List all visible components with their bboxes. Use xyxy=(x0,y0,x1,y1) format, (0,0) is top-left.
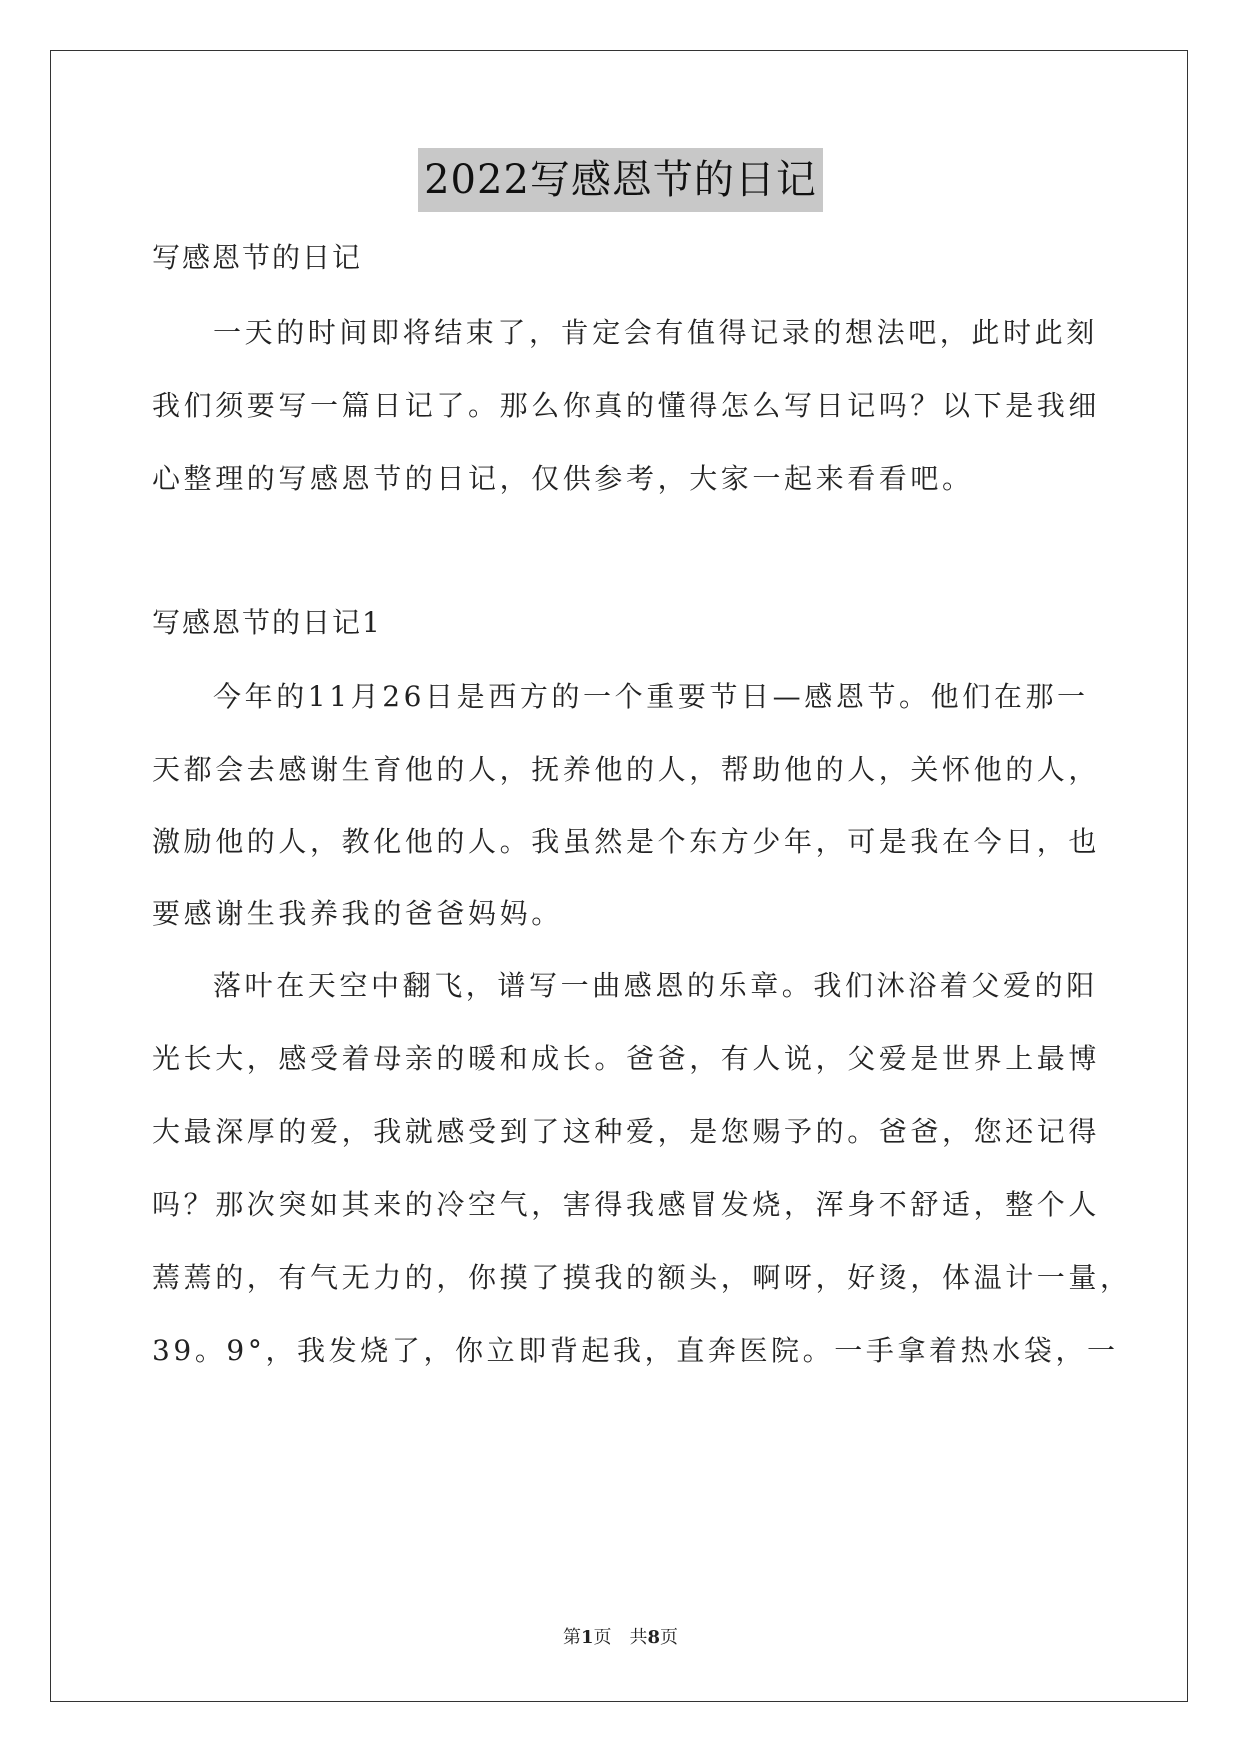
intro-line: 心整理的写感恩节的日记，仅供参考，大家一起来看看吧。 xyxy=(152,462,974,495)
title-area xyxy=(0,148,1241,212)
paragraph-line: 39。9°，我发烧了，你立即背起我，直奔医院。一手拿着热水袋，一 xyxy=(152,1334,1119,1367)
page-unit: 页 xyxy=(593,1627,612,1648)
page-total: 8 xyxy=(647,1627,661,1648)
paragraph-line: 吗？那次突如其来的冷空气，害得我感冒发烧，浑身不舒适，整个人 xyxy=(152,1188,1101,1221)
paragraph-line: 激励他的人，教化他的人。我虽然是个东方少年，可是我在今日，也 xyxy=(152,825,1101,858)
paragraph-line: 今年的11月26日是西方的一个重要节日—感恩节。他们在那一 xyxy=(213,680,1089,713)
page-footer xyxy=(0,1626,1241,1650)
section-heading: 写感恩节的日记1 xyxy=(152,606,382,639)
intro-line: 一天的时间即将结束了，肯定会有值得记录的想法吧，此时此刻 xyxy=(213,316,1098,349)
intro-line: 我们须要写一篇日记了。那么你真的懂得怎么写日记吗？以下是我细 xyxy=(152,389,1101,422)
paragraph-line: 光长大，感受着母亲的暖和成长。爸爸，有人说，父爱是世界上最博 xyxy=(152,1042,1101,1075)
paragraph-line: 要感谢生我养我的爸爸妈妈。 xyxy=(152,897,563,930)
page-current: 1 xyxy=(580,1627,594,1648)
total-unit: 页 xyxy=(660,1627,679,1648)
total-prefix: 共 xyxy=(629,1627,648,1648)
intro-heading: 写感恩节的日记 xyxy=(152,241,363,274)
page-prefix: 第 xyxy=(562,1627,581,1648)
paragraph-line: 天都会去感谢生育他的人，抚养他的人，帮助他的人，关怀他的人， xyxy=(152,753,1101,786)
paragraph-line: 大最深厚的爱，我就感受到了这种爱，是您赐予的。爸爸，您还记得 xyxy=(152,1115,1101,1148)
page-border xyxy=(50,50,1188,1702)
document-title: 2022写感恩节的日记 xyxy=(418,148,823,212)
paragraph-line: 落叶在天空中翻飞，谱写一曲感恩的乐章。我们沐浴着父爱的阳 xyxy=(213,969,1098,1002)
paragraph-line: 蔫蔫的，有气无力的，你摸了摸我的额头，啊呀，好烫，体温计一量， xyxy=(152,1261,1132,1294)
